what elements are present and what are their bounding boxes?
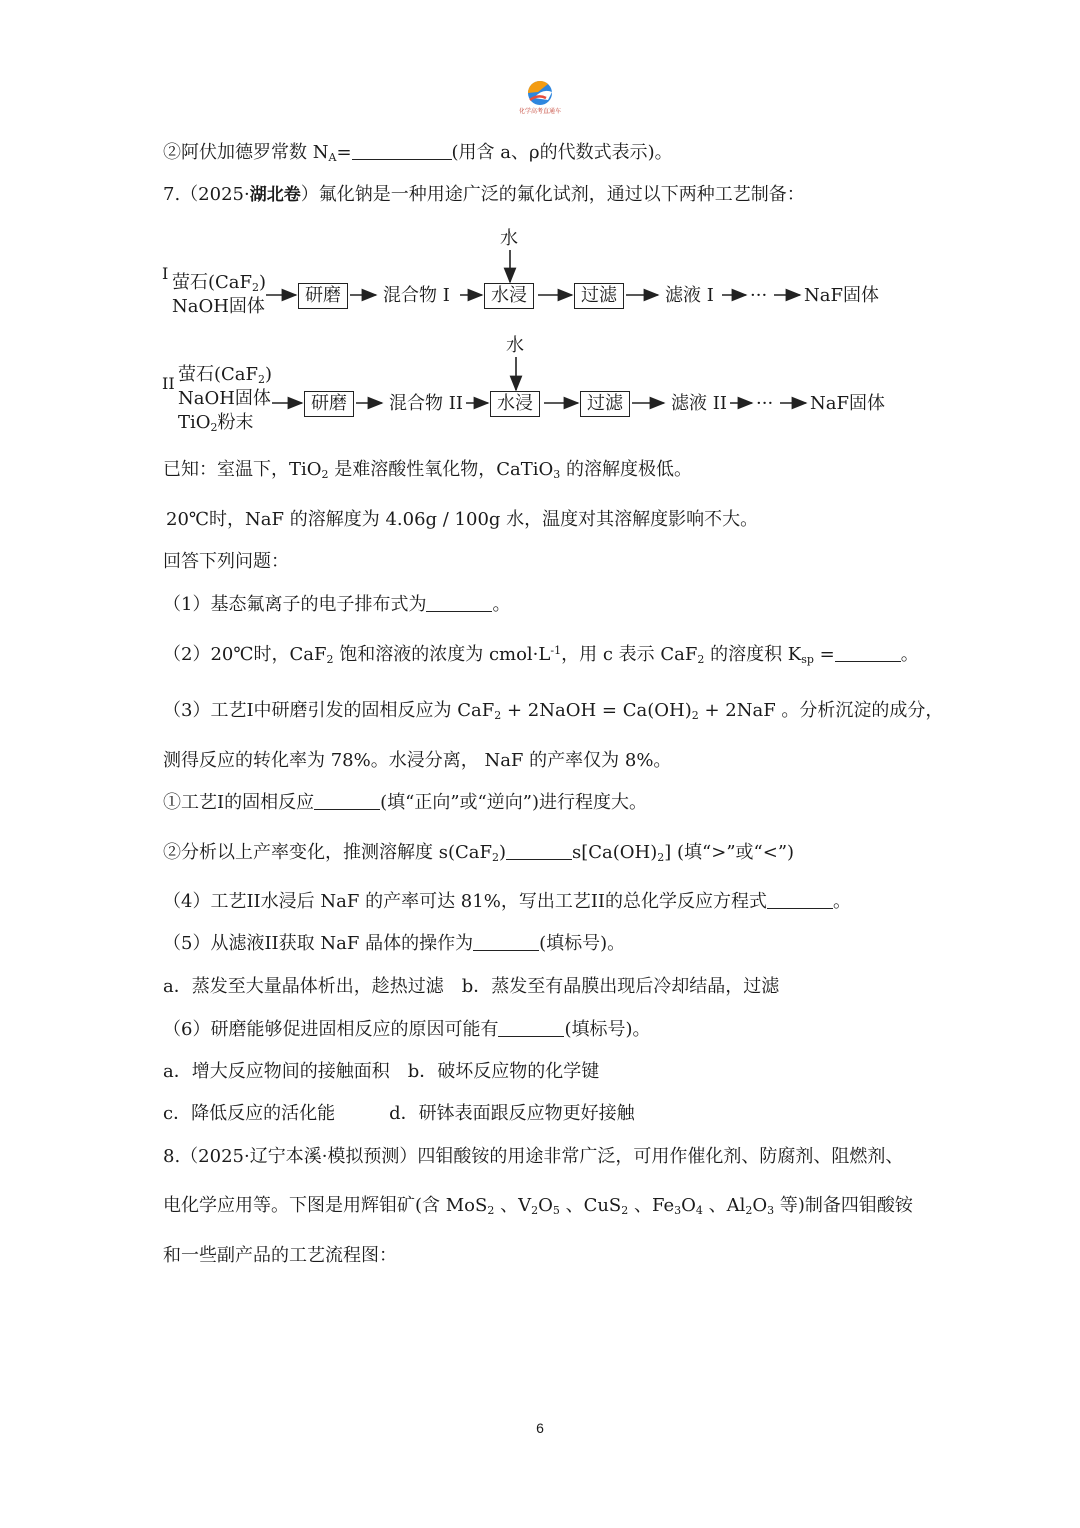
- subscript: 2: [657, 851, 665, 864]
- text: （5）从滤液II获取 NaF 晶体的操作为: [163, 933, 474, 954]
- flow2-filter-box: 过滤: [580, 391, 630, 417]
- subscript: 2: [491, 851, 499, 864]
- text: ②分析以上产率变化，推测溶解度 s(CaF: [163, 842, 492, 863]
- text: 等)制备四钼酸铵: [774, 1195, 913, 1216]
- text: TiO: [178, 412, 211, 433]
- question-8-heading: 8.（2025·辽宁本溪·模拟预测）四钼酸铵的用途非常广泛，可用作催化剂、防腐剂、阻燃剂、: [163, 1146, 904, 1167]
- text: 的溶解度极低。: [560, 459, 693, 480]
- subscript: A: [328, 151, 337, 164]
- part-6: [163, 1018, 651, 1042]
- text: 、V: [494, 1195, 532, 1216]
- flow1-grind-box: 研磨: [298, 283, 348, 309]
- flow1-filtrate: 滤液 I: [665, 285, 714, 306]
- flow2-input-tio2: [178, 411, 254, 435]
- text: 的溶度积 K: [704, 644, 802, 665]
- text: =: [813, 644, 835, 665]
- subscript: 2: [210, 421, 218, 434]
- subscript: 2: [321, 468, 329, 481]
- subscript: 2: [258, 373, 266, 386]
- text: （6）研磨能够促进固相反应的原因可能有: [163, 1019, 499, 1040]
- subscript: 2: [531, 1204, 539, 1217]
- text: 已知：室温下，TiO: [163, 459, 322, 480]
- text: O: [752, 1195, 768, 1216]
- answer-blank[interactable]: [835, 643, 901, 662]
- question-text: ）氟化钠是一种用途广泛的氟化试剂，通过以下两种工艺制备：: [300, 184, 805, 205]
- flow2-input-naoh: NaOH固体: [178, 388, 271, 409]
- answer-blank[interactable]: [473, 932, 539, 951]
- subscript: 5: [552, 1204, 560, 1217]
- text: 粉末: [217, 412, 254, 433]
- page-number: 6: [536, 1420, 544, 1436]
- subscript: 3: [767, 1204, 775, 1217]
- text: 萤石(CaF: [178, 364, 259, 385]
- answer-blank[interactable]: [506, 841, 572, 860]
- flow1-input-fluorite: [172, 271, 266, 295]
- text: s[Ca(OH): [572, 842, 658, 863]
- flow2-input-fluorite: [178, 363, 272, 387]
- subscript: 2: [621, 1204, 629, 1217]
- subscript: 2: [745, 1204, 753, 1217]
- text: 是难溶酸性氧化物，CaTiO: [328, 459, 554, 480]
- subscript: 2: [697, 653, 705, 666]
- flow1-leach-box: 水浸: [484, 283, 534, 309]
- text: 电化学应用等。下图是用辉钼矿(含 MoS: [163, 1195, 488, 1216]
- flow1-mixture: 混合物 I: [383, 285, 450, 306]
- text: 饱和溶液的浓度为 cmol·L: [333, 644, 551, 665]
- part-2: [163, 643, 919, 667]
- text: 。: [833, 891, 852, 912]
- text: （2）20℃时，CaF: [163, 644, 327, 665]
- part-5-options: a．蒸发至大量晶体析出，趁热过滤 b．蒸发至有晶膜出现后冷却结晶，过滤: [163, 976, 780, 997]
- flow1-product: NaF固体: [804, 285, 879, 306]
- text: O: [681, 1195, 696, 1216]
- text: 、Fe: [628, 1195, 675, 1216]
- known-solubility-line: 20℃时，NaF 的溶解度为 4.06g / 100g 水，温度对其溶解度影响不大。: [166, 509, 759, 530]
- subscript: 2: [494, 709, 502, 722]
- subscript: 2: [252, 281, 260, 294]
- answer-blank[interactable]: [426, 593, 492, 612]
- flow2-ellipsis: ···: [756, 393, 774, 414]
- text: (用含 a、ρ的代数式表示)。: [451, 142, 673, 163]
- known-tio2-line: [163, 458, 692, 482]
- flow2-water-label: 水: [506, 335, 524, 356]
- subscript: sp: [801, 653, 814, 666]
- flow2-leach-box: 水浸: [490, 391, 540, 417]
- part-3-sub1: [163, 791, 647, 815]
- text: ): [265, 364, 273, 385]
- text: 萤石(CaF: [172, 272, 253, 293]
- subscript: 3: [553, 468, 561, 481]
- text: (填“正向”或“逆向”)进行程度大。: [380, 792, 647, 813]
- text: （1）基态氟离子的电子排布式为: [163, 594, 427, 615]
- text: ②阿伏加德罗常数 N: [163, 142, 329, 163]
- flow1-input-naoh: NaOH固体: [172, 296, 265, 317]
- question-8-flow-intro: 和一些副产品的工艺流程图：: [163, 1245, 397, 1266]
- text: 。: [492, 594, 511, 615]
- subscript: 2: [326, 653, 334, 666]
- part-3-sub2: [163, 841, 794, 865]
- text: 、CuS: [559, 1195, 622, 1216]
- logo-caption: 化学高考直通车: [518, 108, 561, 115]
- answer-prompt: 回答下列问题：: [163, 551, 289, 572]
- text: ①工艺I的固相反应: [163, 792, 315, 813]
- subscript: 4: [695, 1204, 703, 1217]
- text: 。: [900, 644, 919, 665]
- part-3-reaction: [163, 699, 943, 723]
- answer-blank[interactable]: [498, 1018, 564, 1037]
- question-8-ores: [163, 1194, 913, 1218]
- text: (填标号)。: [564, 1019, 651, 1040]
- flow1-ellipsis: ···: [750, 285, 768, 306]
- part-6-options-cd: c．降低反应的活化能 d．研钵表面跟反应物更好接触: [163, 1103, 635, 1124]
- subscript: 3: [674, 1204, 682, 1217]
- part-5: [163, 932, 625, 956]
- flow2-mixture: 混合物 II: [389, 393, 463, 414]
- text: 、Al: [702, 1195, 746, 1216]
- flow2-product: NaF固体: [810, 393, 885, 414]
- part-1: [163, 593, 510, 617]
- flow1-roman: I: [162, 264, 169, 283]
- text: (填标号)。: [539, 933, 626, 954]
- superscript: -1: [550, 644, 562, 657]
- subscript: 2: [487, 1204, 495, 1217]
- text: ): [498, 842, 507, 863]
- text: + 2NaOH = Ca(OH): [501, 700, 692, 721]
- flow1-filter-box: 过滤: [574, 283, 624, 309]
- flow1-water-label: 水: [500, 228, 518, 249]
- text: ] (填“>”或“<”): [664, 842, 795, 863]
- part-4: [163, 890, 851, 914]
- text: （4）工艺II水浸后 NaF 的产率可达 81%，写出工艺II的总化学反应方程式: [163, 891, 768, 912]
- part-3-conversion: 测得反应的转化率为 78%。水浸分离， NaF 的产率仅为 8%。: [163, 750, 672, 771]
- text: O: [538, 1195, 553, 1216]
- question-number: 7.（2025·: [163, 184, 250, 205]
- part-6-options-ab: a．增大反应物间的接触面积 b．破坏反应物的化学键: [163, 1061, 600, 1082]
- text: ): [259, 272, 267, 293]
- text: + 2NaF 。分析沉淀的成分，: [698, 700, 944, 721]
- flow2-roman: II: [162, 374, 175, 393]
- answer-blank[interactable]: [314, 791, 380, 810]
- answer-blank[interactable]: [767, 890, 833, 909]
- text: （3）工艺I中研磨引发的固相反应为 CaF: [163, 700, 495, 721]
- question-source: 湖北卷: [249, 185, 301, 205]
- flow2-grind-box: 研磨: [304, 391, 354, 417]
- text: =: [336, 142, 352, 163]
- flow2-filtrate: 滤液 II: [671, 393, 727, 414]
- subscript: 2: [691, 709, 699, 722]
- text: ，用 c 表示 CaF: [561, 644, 698, 665]
